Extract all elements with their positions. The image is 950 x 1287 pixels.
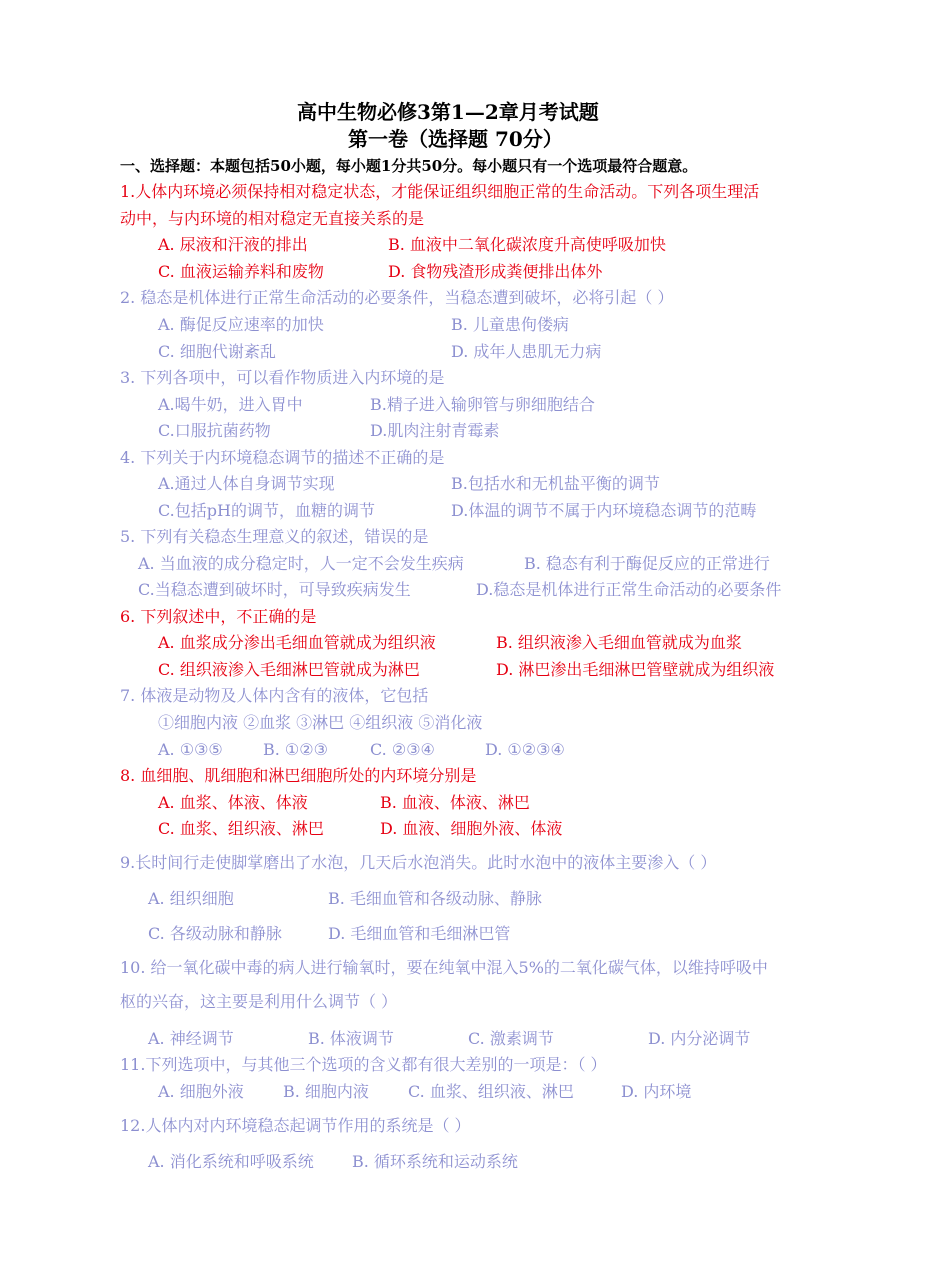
q11-option-a: A. 细胞外液 — [158, 1082, 244, 1101]
q7-stem: 7. 体液是动物及人体内含有的液体，它包括 — [120, 686, 429, 705]
q3-option-a: A.喝牛奶，进入胃中 — [158, 395, 303, 414]
q7-option-b: B. ①②③ — [263, 740, 328, 759]
q6-option-d: D. 淋巴渗出毛细淋巴管壁就成为组织液 — [496, 660, 775, 679]
q2-option-b: B. 儿童患佝偻病 — [451, 315, 569, 334]
q11-option-d: D. 内环境 — [621, 1082, 692, 1101]
q6-option-c: C. 组织液渗入毛细淋巴管就成为淋巴 — [158, 660, 420, 679]
q12-option-a: A. 消化系统和呼吸系统 — [148, 1152, 314, 1171]
q6-stem: 6. 下列叙述中，不正确的是 — [120, 607, 317, 626]
q5-option-b: B. 稳态有利于酶促反应的正常进行 — [524, 554, 770, 573]
q2-option-a: A. 酶促反应速率的加快 — [158, 315, 324, 334]
q5-option-c: C.当稳态遭到破坏时，可导致疾病发生 — [138, 580, 411, 599]
q1-stem-line1: 1.人体内环境必须保持相对稳定状态，才能保证组织细胞正常的生命活动。下列各项生理活 — [120, 182, 760, 201]
q11-option-b: B. 细胞内液 — [283, 1082, 369, 1101]
q8-stem: 8. 血细胞、肌细胞和淋巴细胞所处的内环境分别是 — [120, 766, 477, 785]
q3-option-c: C.口服抗菌药物 — [158, 421, 271, 440]
q8-option-c: C. 血浆、组织液、淋巴 — [158, 819, 324, 838]
q10-option-a: A. 神经调节 — [148, 1029, 234, 1048]
q3-stem: 3. 下列各项中，可以看作物质进入内环境的是 — [120, 368, 445, 387]
page-subtitle: 第一卷（选择题 70分） — [348, 127, 563, 151]
q11-option-c: C. 血浆、组织液、淋巴 — [408, 1082, 574, 1101]
q1-option-b: B. 血液中二氧化碳浓度升高使呼吸加快 — [388, 235, 666, 254]
q8-option-d: D. 血液、细胞外液、体液 — [380, 819, 563, 838]
q4-option-b: B.包括水和无机盐平衡的调节 — [451, 474, 660, 493]
q7-items: ①细胞内液 ②血浆 ③淋巴 ④组织液 ⑤消化液 — [158, 713, 483, 732]
q9-option-c: C. 各级动脉和静脉 — [148, 924, 282, 943]
q10-stem-line2: 枢的兴奋，这主要是利用什么调节（ ） — [120, 992, 398, 1011]
q11-stem: 11.下列选项中，与其他三个选项的含义都有很大差别的一项是：（ ） — [120, 1055, 607, 1074]
q9-stem: 9.长时间行走使脚掌磨出了水泡，几天后水泡消失。此时水泡中的液体主要渗入（ ） — [120, 853, 717, 872]
q4-stem: 4. 下列关于内环境稳态调节的描述不正确的是 — [120, 448, 445, 467]
q1-option-a: A. 尿液和汗液的排出 — [158, 235, 308, 254]
q7-option-d: D. ①②③④ — [485, 740, 565, 759]
section-instruction: 一、选择题：本题包括50小题，每小题1分共50分。每小题只有一个选项最符合题意。 — [120, 157, 698, 175]
q1-option-d: D. 食物残渣形成粪便排出体外 — [388, 262, 603, 281]
page-title: 高中生物必修3第1—2章月考试题 — [297, 100, 599, 124]
q1-stem-line2: 动中，与内环境的相对稳定无直接关系的是 — [120, 209, 425, 228]
q4-option-d: D.体温的调节不属于内环境稳态调节的范畴 — [451, 501, 757, 520]
q1-option-c: C. 血液运输养料和废物 — [158, 262, 324, 281]
q3-option-d: D.肌肉注射青霉素 — [370, 421, 500, 440]
q2-option-d: D. 成年人患肌无力病 — [451, 342, 602, 361]
q10-option-d: D. 内分泌调节 — [648, 1029, 751, 1048]
q2-option-c: C. 细胞代谢紊乱 — [158, 342, 276, 361]
q2-stem: 2. 稳态是机体进行正常生命活动的必要条件，当稳态遭到破坏，必将引起（ ） — [120, 288, 674, 307]
q8-option-a: A. 血浆、体液、体液 — [158, 793, 308, 812]
q9-option-b: B. 毛细血管和各级动脉、静脉 — [328, 889, 542, 908]
q5-stem: 5. 下列有关稳态生理意义的叙述，错误的是 — [120, 527, 429, 546]
q4-option-a: A.通过人体自身调节实现 — [158, 474, 335, 493]
q7-option-a: A. ①③⑤ — [158, 740, 223, 759]
q5-option-d: D.稳态是机体进行正常生命活动的必要条件 — [476, 580, 782, 599]
q10-option-c: C. 激素调节 — [468, 1029, 554, 1048]
q9-option-d: D. 毛细血管和毛细淋巴管 — [328, 924, 511, 943]
q12-stem: 12.人体内对内环境稳态起调节作用的系统是（ ） — [120, 1116, 471, 1135]
q3-option-b: B.精子进入输卵管与卵细胞结合 — [370, 395, 595, 414]
q7-option-c: C. ②③④ — [370, 740, 435, 759]
q9-option-a: A. 组织细胞 — [148, 889, 234, 908]
q6-option-a: A. 血浆成分渗出毛细血管就成为组织液 — [158, 633, 436, 652]
q10-stem-line1: 10. 给一氧化碳中毒的病人进行输氧时，要在纯氧中混入5%的二氧化碳气体，以维持呼吸中 — [120, 958, 768, 977]
q6-option-b: B. 组织液渗入毛细血管就成为血浆 — [496, 633, 742, 652]
q8-option-b: B. 血液、体液、淋巴 — [380, 793, 530, 812]
q5-option-a: A. 当血液的成分稳定时，人一定不会发生疾病 — [138, 554, 464, 573]
q12-option-b: B. 循环系统和运动系统 — [352, 1152, 518, 1171]
q4-option-c: C.包括pH的调节，血糖的调节 — [158, 501, 375, 520]
q10-option-b: B. 体液调节 — [308, 1029, 394, 1048]
